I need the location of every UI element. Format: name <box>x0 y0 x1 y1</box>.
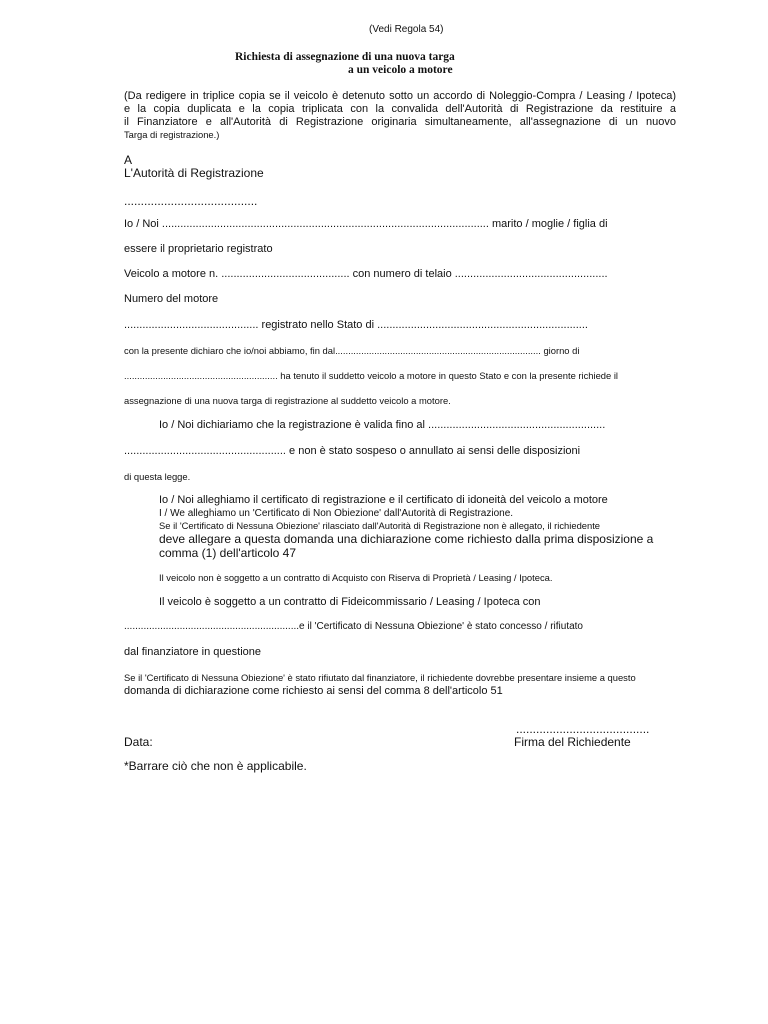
instructions-line-4: Targa di registrazione.) <box>124 129 220 140</box>
new-plate-request-line: assegnazione di una nuova targa di registrazione al suddetto veicolo a motore. <box>124 395 451 406</box>
vehicle-not-subject-line: Il veicolo non è soggetto a un contratto di Acquisto con Riserva di Proprietà / Leasing / Ipoteca. <box>159 572 553 583</box>
not-suspended-line: ..................................................... e non è stato sospeso o annullato ai sensi delle disposizioni <box>124 445 581 457</box>
engine-number-label: Numero del motore <box>124 293 219 305</box>
registered-owner-line: essere il proprietario registrato <box>124 243 273 255</box>
article-51-line: domanda di dichiarazione come richiesto ai sensi del comma 8 dell'articolo 51 <box>124 685 503 697</box>
certificate-granted-line: ...............................................................e il 'Certificato di Nessuna Obiezione' è stato concesso / rifiutato <box>124 621 583 632</box>
attach-no-objection-line: I / We alleghiamo un 'Certificato di Non Obiezione' dall'Autorità di Registrazione. <box>159 508 514 519</box>
signature-blank-field: ........................................ <box>516 722 650 736</box>
instructions-line-2: e la copia duplicata e la copia triplicata con la convalida dell'Autorità di Registrazione da restituire a <box>124 103 676 115</box>
declaration-requirement-line: deve allegare a questa domanda una dichiarazione come richiesto dalla prima disposizione a <box>159 532 654 546</box>
registration-valid-until-line: Io / Noi dichiariamo che la registrazione è valida fino al .......................................................... <box>159 419 606 431</box>
registered-state-line: ............................................ registrato nello Stato di ..................................................................... <box>124 319 588 331</box>
form-title-line-1: Richiesta di assegnazione di una nuova targa <box>235 51 455 63</box>
applicant-name-line: Io / Noi ........................................................................................................... marito / moglie / figlia di <box>124 218 608 230</box>
no-objection-missing-line: Se il 'Certificato di Nessuna Obiezione' rilasciato dall'Autorità di Registrazione non è allegato, il richiedente <box>159 520 601 531</box>
declaration-held-line: ........................................................... ha tenuto il suddetto veicolo a motore in questo Stato e con la presente richiede il <box>124 370 618 381</box>
financier-line: dal finanziatore in questione <box>124 646 261 658</box>
declaration-since-line: con la presente dichiaro che io/noi abbiamo, fin dal............................................................................... giorno di <box>124 345 580 356</box>
date-label: Data: <box>124 735 153 749</box>
addressee-prefix: A <box>124 153 133 167</box>
signature-label: Firma del Richiedente <box>514 735 631 749</box>
vehicle-number-line: Veicolo a motore n. .......................................... con numero di telaio .................................................. <box>124 268 608 280</box>
law-reference-line: di questa legge. <box>124 471 191 482</box>
vehicle-subject-line: Il veicolo è soggetto a un contratto di Fideicommissario / Leasing / Ipoteca con <box>159 596 541 608</box>
rule-reference: (Vedi Regola 54) <box>369 24 444 35</box>
form-title-line-2: a un veicolo a motore <box>348 64 453 76</box>
attach-certificates-line: Io / Noi alleghiamo il certificato di registrazione e il certificato di idoneità del veicolo a motore <box>159 494 608 506</box>
addressee-blank-field: ........................................ <box>124 194 258 208</box>
instructions-line-1: (Da redigere in triplice copia se il veicolo è detenuto sotto un accordo di Noleggio-Compra / Leasing / Ipoteca) <box>124 90 676 102</box>
instructions-line-3: il Finanziatore e all'Autorità di Registrazione originaria simultaneamente, all'assegnazione di un nuovo <box>124 116 676 128</box>
footnote: *Barrare ciò che non è applicabile. <box>124 759 307 773</box>
certificate-refused-line: Se il 'Certificato di Nessuna Obiezione' è stato rifiutato dal finanziatore, il richiedente dovrebbe presentare insieme a questo <box>124 672 636 683</box>
article-47-line: comma (1) dell'articolo 47 <box>159 546 297 560</box>
addressee-authority: L'Autorità di Registrazione <box>124 166 264 180</box>
